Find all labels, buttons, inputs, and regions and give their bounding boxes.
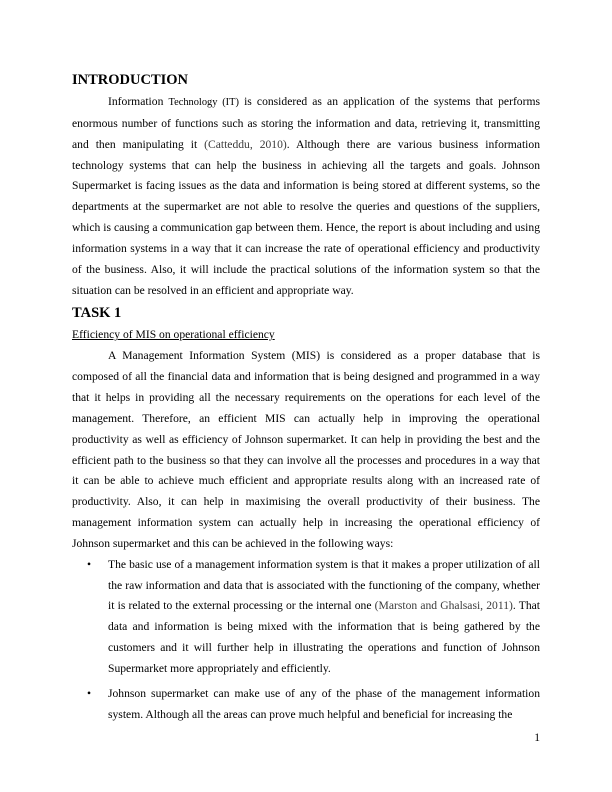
introduction-heading: INTRODUCTION	[72, 72, 189, 88]
bullet-item-1	[72, 555, 540, 680]
document-page	[72, 71, 540, 729]
bullet1-text-start: The basic use of a management information system is that it makes a proper utilization of all the raw information and data that is associated with the functioning of the company, whether it is related to the external processing or the internal one	[108, 557, 540, 613]
intro-citation: (Catteddu, 2010)	[204, 137, 287, 151]
intro-text-end: . Although there are various business information technology systems that can help the business in achieving all the targets and goals. Johnson Supermarket is facing issues as the data and information is being stored at different systems, so the departments at the supermarket are not able to resolve the queries and questions of the suppliers, which is causing a communication gap between them. Hence, the report is about including and using information systems in a way that it can increase the rate of operational efficiency and productivity of the business. Also, it will include the practical solutions of the information system so that the situation can be resolved in an efficient and appropriate way.	[72, 137, 540, 297]
task1-heading: TASK 1	[72, 305, 122, 322]
page-number: 1	[534, 731, 540, 744]
bullet-dot: •	[87, 686, 92, 700]
introduction-paragraph	[72, 92, 540, 301]
bullet1-text-end: . That data and information is being mixed with the information that is being gathered by the customers and it will further help in illustrating the operations and function of Johnson Supermarket more appropriately and efficiently.	[108, 599, 540, 675]
bullet-dot: •	[87, 557, 92, 571]
bullet-item-2	[72, 684, 540, 726]
bullet-list	[72, 555, 540, 726]
task1-subheading: Efficiency of MIS on operational efficiency	[72, 328, 275, 342]
task1-paragraph: A Management Information System (MIS) is considered as a proper database that is composed of all the financial data and information that is being designed and programmed in a way that it helps in providing all the necessary requirements on the operations for each level of the management. Therefore, an efficient MIS can actually help in improving the operational productivity as well as efficiency of Johnson supermarket. It can help in providing the best and the efficient path to the business so that they can involve all the processes and procedures in a way that it can be able to achieve much efficient and appropriate results along with an increased rate of productivity. Also, it can help in maximising the overall productivity of their business. The management information system can actually help in increasing the operational efficiency of Johnson supermarket and this can be achieved in the following ways:	[72, 349, 540, 550]
bullet1-citation: (Marston and Ghalsasi, 2011)	[374, 599, 513, 613]
bullet2-text: Johnson supermarket can make use of any of the phase of the management information system. Although all the areas can prove much helpful and beneficial for increasing the	[108, 686, 540, 721]
intro-text-mid: is considered as an application of the systems that performs enormous number of functions such as storing the information and data, retrieving it, transmitting and then manipulating it	[72, 95, 540, 151]
intro-text-start: Information	[108, 95, 169, 108]
intro-text-it: Technology (IT)	[168, 97, 239, 108]
